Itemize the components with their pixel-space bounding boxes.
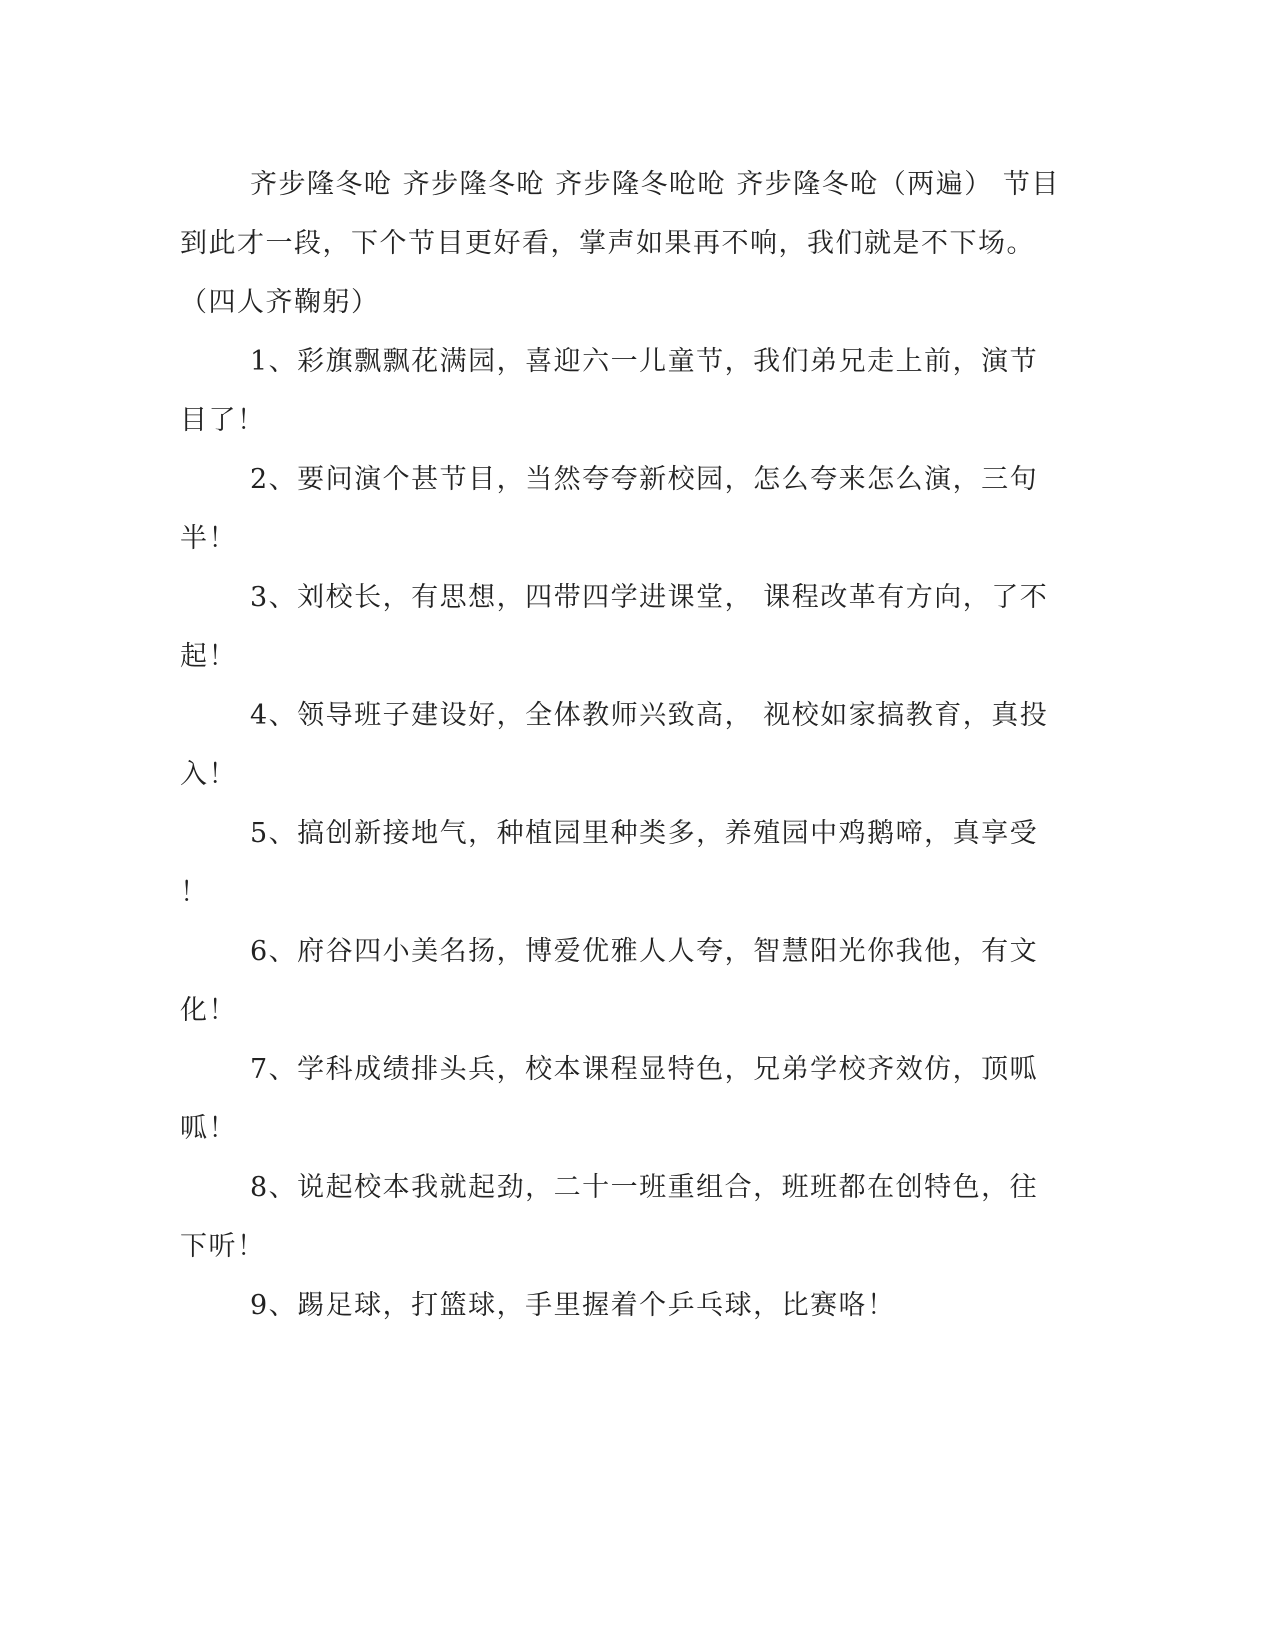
verse-line: 半！ xyxy=(180,523,237,554)
verse-line: 入！ xyxy=(180,759,237,790)
verse-line: 2、要问演个甚节目，当然夸夸新校园，怎么夸来怎么演，三句 xyxy=(250,464,1039,495)
verse-line: 起！ xyxy=(180,641,237,672)
verse-line: 目了！ xyxy=(180,405,266,436)
verse-line: 9、踢足球，打篮球，手里握着个乒乓球，比赛咯！ xyxy=(250,1290,896,1321)
paragraph-line: 齐步隆冬呛 齐步隆冬呛 齐步隆冬呛呛 齐步隆冬呛（两遍） 节目 xyxy=(250,169,1060,200)
verse-line: 化！ xyxy=(180,995,237,1026)
verse-line: 5、搞创新接地气，种植园里种类多，养殖园中鸡鹅啼，真享受 xyxy=(250,818,1039,849)
verse-line: 3、刘校长，有思想，四带四学进课堂， 课程改革有方向，了不 xyxy=(250,582,1049,613)
paragraph-line: 到此才一段，下个节目更好看，掌声如果再不响，我们就是不下场。 xyxy=(180,228,1035,259)
paragraph-line: （四人齐鞠躬） xyxy=(180,287,380,318)
verse-line: 6、府谷四小美名扬，博爱优雅人人夸，智慧阳光你我他，有文 xyxy=(250,936,1039,967)
verse-line: ！ xyxy=(180,877,209,908)
document-body xyxy=(180,155,1060,1335)
verse-line: 7、学科成绩排头兵，校本课程显特色，兄弟学校齐效仿，顶呱 xyxy=(250,1054,1039,1085)
verse-line: 下听！ xyxy=(180,1231,266,1262)
verse-line: 8、说起校本我就起劲，二十一班重组合，班班都在创特色，往 xyxy=(250,1172,1039,1203)
verse-line: 4、领导班子建设好，全体教师兴致高， 视校如家搞教育，真投 xyxy=(250,700,1049,731)
verse-line: 1、彩旗飘飘花满园，喜迎六一儿童节，我们弟兄走上前，演节 xyxy=(250,346,1039,377)
verse-line: 呱！ xyxy=(180,1113,237,1144)
